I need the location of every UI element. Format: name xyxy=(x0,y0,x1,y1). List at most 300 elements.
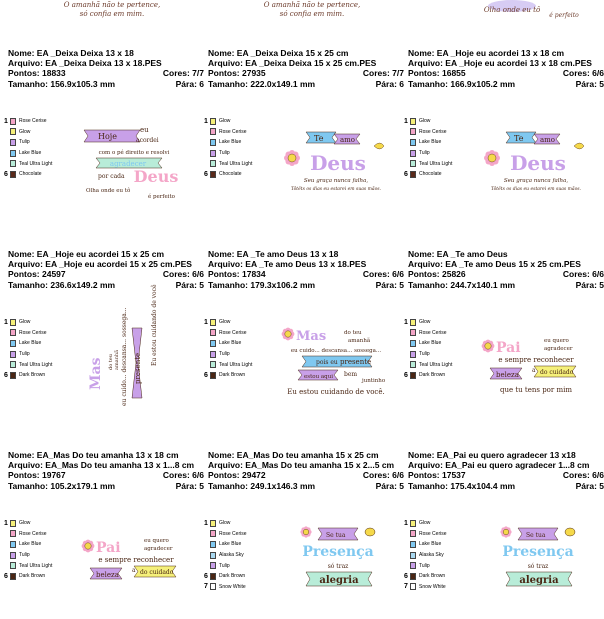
flower-icon xyxy=(484,150,500,166)
info-row xyxy=(408,249,604,259)
thread-row xyxy=(4,317,76,328)
design-text: só traz xyxy=(327,563,349,570)
thread-name: Tulip xyxy=(219,562,230,569)
info-cores: Cores: 7/7 xyxy=(162,68,204,79)
thread-name: Lake Blue xyxy=(19,340,42,347)
info-nome: Nome: EA _Deixa Deixa 15 x 25 cm xyxy=(208,48,349,58)
info-nome: Nome: EA _Hoje eu acordei 13 x 18 cm xyxy=(408,48,565,58)
thread-row xyxy=(404,518,476,529)
info-para: Pára: 5 xyxy=(175,480,204,491)
color-swatch xyxy=(210,319,216,326)
thread-row xyxy=(4,518,76,529)
design-text: Presença xyxy=(302,544,374,560)
thread-row xyxy=(204,116,276,127)
design-text: agradecer xyxy=(544,346,573,352)
info-row xyxy=(408,460,604,470)
design-text: eu cuido... descansa... sossega... xyxy=(290,348,382,354)
flower-icon xyxy=(284,150,300,166)
design-text: Deus xyxy=(510,151,566,175)
thread-row xyxy=(204,158,276,169)
design-info xyxy=(8,249,204,290)
bee-icon xyxy=(365,528,375,536)
info-cores: Cores: 7/7 xyxy=(362,68,404,79)
color-swatch xyxy=(10,552,16,559)
thread-row xyxy=(204,349,276,360)
thread-row xyxy=(204,539,276,550)
thread-number: 6 xyxy=(204,572,208,580)
thread-number: 6 xyxy=(404,371,408,379)
thread-row xyxy=(4,158,76,169)
color-swatch xyxy=(210,139,216,146)
thread-row xyxy=(404,328,476,339)
thread-name: Lake Blue xyxy=(419,139,442,146)
thread-row xyxy=(404,582,476,593)
thread-palette xyxy=(204,317,276,381)
design-text: do teu xyxy=(344,330,362,336)
thread-number: 6 xyxy=(4,371,8,379)
design-info xyxy=(8,450,204,491)
color-swatch xyxy=(210,552,216,559)
top-caption-3 xyxy=(402,0,598,24)
thread-name: Teal Ultra Light xyxy=(19,562,53,569)
design-preview xyxy=(278,108,394,216)
color-swatch xyxy=(210,372,216,379)
thread-name: Tulip xyxy=(419,351,430,358)
thread-palette xyxy=(4,116,76,180)
design-text: Seu graça nunca falha, xyxy=(503,178,569,184)
thread-name: Glow xyxy=(419,520,431,527)
info-row xyxy=(408,450,604,460)
design-text: alegria xyxy=(519,575,559,586)
color-swatch xyxy=(10,160,16,167)
caption-line: só confia em mim. xyxy=(79,10,145,18)
thread-number: 1 xyxy=(204,318,208,326)
info-tamanho: Tamanho: 249.1x146.3 mm xyxy=(208,480,316,491)
design-text: Mas xyxy=(88,357,104,390)
color-swatch xyxy=(10,171,16,178)
caption-line: é perfeito xyxy=(549,12,579,19)
info-row xyxy=(208,470,404,480)
info-pontos: Pontos: 29472 xyxy=(208,470,266,481)
info-tamanho: Tamanho: 222.0x149.1 mm xyxy=(208,78,316,89)
thread-palette xyxy=(4,518,76,582)
design-text: Eu estou cuidando de você. xyxy=(287,388,385,396)
design-text: do cuidado xyxy=(540,369,574,376)
thread-row xyxy=(404,539,476,550)
thread-name: Glow xyxy=(219,520,231,527)
design-preview xyxy=(478,306,594,414)
info-row xyxy=(408,481,604,491)
color-swatch xyxy=(410,520,416,527)
caption-line: só confia em mim. xyxy=(279,10,345,18)
design-text: amanhã xyxy=(114,349,120,370)
info-nome: Nome: EA_Pai eu quero agradecer 13 x18 xyxy=(408,450,576,460)
thread-name: Tulip xyxy=(219,351,230,358)
design-info xyxy=(408,450,604,491)
embroidery-design[interactable] xyxy=(478,306,594,414)
info-row xyxy=(8,470,204,480)
info-arquivo: Arquivo: EA_Mas Do teu amanha 15 x 2...5 cm xyxy=(208,460,395,471)
flower-icon xyxy=(300,526,311,537)
info-para: Pára: 5 xyxy=(575,480,604,491)
info-nome: Nome: EA _Te amo Deus xyxy=(408,249,508,259)
thread-number: 6 xyxy=(4,572,8,580)
thread-row xyxy=(204,137,276,148)
info-row xyxy=(408,48,604,58)
thread-name: Teal Ultra Light xyxy=(419,361,453,368)
info-nome: Nome: EA_Mas Do teu amanha 15 x 25 cm xyxy=(208,450,379,460)
thread-row xyxy=(404,370,476,381)
thread-row xyxy=(204,518,276,529)
thread-row xyxy=(204,169,276,180)
design-text: agradecer xyxy=(109,160,147,168)
design-text: do teu xyxy=(108,354,114,370)
thread-number: 1 xyxy=(4,117,8,125)
color-swatch xyxy=(210,541,216,548)
color-swatch xyxy=(410,118,416,125)
color-swatch xyxy=(10,340,16,347)
thread-name: Chocolate xyxy=(19,171,42,178)
color-swatch xyxy=(10,361,16,368)
color-swatch xyxy=(410,583,416,590)
thread-row xyxy=(4,529,76,540)
thread-name: Lake Blue xyxy=(419,340,442,347)
butterfly-icon xyxy=(374,143,384,149)
flower-icon xyxy=(482,340,495,353)
embroidery-design[interactable] xyxy=(78,108,194,216)
design-text: bem xyxy=(344,371,358,378)
color-swatch xyxy=(210,562,216,569)
design-text: Deus xyxy=(310,151,366,175)
thread-row xyxy=(4,560,76,571)
thread-row xyxy=(4,550,76,561)
color-swatch xyxy=(410,530,416,537)
design-text: e sempre reconhecer xyxy=(498,356,574,364)
thread-number: 7 xyxy=(204,583,208,591)
design-text: acordei xyxy=(136,137,159,144)
design-preview xyxy=(278,306,394,414)
info-row xyxy=(8,68,204,78)
design-text: Tôtêts os dias eu estarei em suas mãos. xyxy=(290,187,382,192)
design-text: presente xyxy=(134,352,142,384)
design-text: eu xyxy=(140,126,149,134)
thread-name: Tulip xyxy=(219,150,230,157)
thread-palette xyxy=(404,116,476,180)
design-text: só traz xyxy=(527,563,549,570)
info-row xyxy=(208,58,404,68)
color-swatch xyxy=(10,530,16,537)
thread-row xyxy=(4,116,76,127)
thread-row xyxy=(204,550,276,561)
info-row xyxy=(8,259,204,269)
color-swatch xyxy=(210,361,216,368)
design-text: Presença xyxy=(502,544,574,560)
top-caption-2 xyxy=(202,0,398,24)
color-swatch xyxy=(410,562,416,569)
thread-number: 1 xyxy=(204,117,208,125)
thread-number: 7 xyxy=(404,583,408,591)
info-para: Pára: 5 xyxy=(575,78,604,89)
info-tamanho: Tamanho: 244.7x140.1 mm xyxy=(408,279,516,290)
thread-row xyxy=(404,529,476,540)
thread-name: Teal Ultra Light xyxy=(219,361,253,368)
thread-name: Dark Brown xyxy=(219,573,246,580)
thread-row xyxy=(404,338,476,349)
info-row xyxy=(408,259,604,269)
thread-name: Lake Blue xyxy=(219,139,242,146)
thread-name: Lake Blue xyxy=(19,150,42,157)
design-preview xyxy=(78,284,194,414)
thread-name: Tulip xyxy=(419,150,430,157)
thread-name: Glow xyxy=(419,319,431,326)
info-para: Pára: 6 xyxy=(375,78,404,89)
color-swatch xyxy=(410,160,416,167)
thread-name: Glow xyxy=(219,319,231,326)
design-info xyxy=(8,48,204,89)
design-text: por cada xyxy=(98,173,125,180)
info-tamanho: Tamanho: 156.9x105.3 mm xyxy=(8,78,116,89)
thread-number: 6 xyxy=(404,572,408,580)
thread-row xyxy=(4,137,76,148)
thread-row xyxy=(404,359,476,370)
color-swatch xyxy=(210,530,216,537)
thread-name: Lake Blue xyxy=(219,340,242,347)
design-text: amo xyxy=(340,136,356,144)
caption-line: Olha onde eu tô xyxy=(483,6,541,14)
design-text: estou aqui xyxy=(304,374,333,380)
thread-row xyxy=(404,550,476,561)
thread-name: Dark Brown xyxy=(219,372,246,379)
thread-number: 1 xyxy=(204,519,208,527)
info-nome: Nome: EA _Deixa Deixa 13 x 18 xyxy=(8,48,134,58)
info-para: Pára: 5 xyxy=(575,279,604,290)
info-tamanho: Tamanho: 105.2x179.1 mm xyxy=(8,480,116,491)
thread-row xyxy=(204,359,276,370)
embroidery-design[interactable] xyxy=(278,506,394,614)
thread-row xyxy=(4,328,76,339)
color-swatch xyxy=(210,128,216,135)
embroidery-design[interactable] xyxy=(478,108,594,216)
color-swatch xyxy=(10,150,16,157)
thread-name: Alaska Sky xyxy=(219,552,244,559)
info-para: Pára: 5 xyxy=(375,480,404,491)
thread-row xyxy=(404,571,476,582)
color-swatch xyxy=(10,520,16,527)
info-row xyxy=(8,249,204,259)
info-arquivo: Arquivo: EA _Deixa Deixa 13 x 18.PES xyxy=(8,58,162,69)
info-arquivo: Arquivo: EA_Mas Do teu amanha 13 x 1...8 cm xyxy=(8,460,195,471)
info-row xyxy=(8,481,204,491)
info-arquivo: Arquivo: EA_Pai eu quero agradecer 1...8 cm xyxy=(408,460,590,471)
thread-name: Tulip xyxy=(19,351,30,358)
info-row xyxy=(8,280,204,290)
info-pontos: Pontos: 25826 xyxy=(408,269,466,280)
info-pontos: Pontos: 17834 xyxy=(208,269,266,280)
design-text: a xyxy=(532,367,536,374)
design-text: alegria xyxy=(319,575,359,586)
info-row xyxy=(208,450,404,460)
design-info xyxy=(208,48,404,89)
color-swatch xyxy=(410,573,416,580)
thread-name: Dark Brown xyxy=(19,372,46,379)
color-swatch xyxy=(210,171,216,178)
thread-name: Rose Cerise xyxy=(19,118,47,125)
info-row xyxy=(208,48,404,58)
color-swatch xyxy=(10,573,16,580)
thread-number: 6 xyxy=(204,170,208,178)
color-swatch xyxy=(10,319,16,326)
info-para: Pára: 6 xyxy=(175,78,204,89)
thread-row xyxy=(4,571,76,582)
thread-name: Glow xyxy=(19,128,31,135)
info-cores: Cores: 6/6 xyxy=(562,269,604,280)
info-tamanho: Tamanho: 179.3x106.2 mm xyxy=(208,279,316,290)
info-pontos: Pontos: 24597 xyxy=(8,269,66,280)
info-pontos: Pontos: 16855 xyxy=(408,68,466,79)
design-text: eu quero xyxy=(144,538,169,544)
color-swatch xyxy=(210,150,216,157)
thread-name: Tulip xyxy=(19,552,30,559)
design-text: Tôtêts os dias eu estarei em suas mãos. xyxy=(490,187,582,192)
design-text: eu quero xyxy=(544,338,569,344)
design-info xyxy=(208,249,404,290)
design-text: Se tua xyxy=(326,532,346,539)
design-text: pois eu xyxy=(316,359,338,366)
embroidery-design[interactable] xyxy=(78,284,194,414)
color-swatch xyxy=(410,361,416,368)
thread-name: Dark Brown xyxy=(419,372,446,379)
design-preview xyxy=(478,108,594,216)
color-swatch xyxy=(210,160,216,167)
embroidery-design[interactable] xyxy=(478,506,594,614)
design-text: e sempre reconhecer xyxy=(98,556,174,564)
info-row xyxy=(408,68,604,78)
thread-name: Lake Blue xyxy=(219,541,242,548)
color-swatch xyxy=(410,150,416,157)
thread-row xyxy=(204,127,276,138)
thread-name: Rose Cerise xyxy=(219,128,247,135)
thread-palette xyxy=(404,518,476,592)
thread-row xyxy=(4,127,76,138)
design-text: Te xyxy=(514,134,524,143)
thread-row xyxy=(204,571,276,582)
butterfly-icon xyxy=(574,143,584,149)
thread-name: Tulip xyxy=(419,562,430,569)
thread-name: Chocolate xyxy=(419,171,442,178)
thread-name: Glow xyxy=(419,118,431,125)
thread-name: Glow xyxy=(219,118,231,125)
info-tamanho: Tamanho: 166.9x105.2 mm xyxy=(408,78,516,89)
thread-palette xyxy=(204,116,276,180)
info-nome: Nome: EA _Hoje eu acordei 15 x 25 cm xyxy=(8,249,165,259)
info-para: Pára: 5 xyxy=(175,279,204,290)
color-swatch xyxy=(410,171,416,178)
embroidery-design[interactable] xyxy=(278,306,394,414)
info-cores: Cores: 6/6 xyxy=(362,470,404,481)
design-text: Olha onde eu tô xyxy=(86,188,131,194)
info-row xyxy=(8,79,204,89)
info-row xyxy=(208,259,404,269)
thread-name: Tulip xyxy=(19,139,30,146)
design-text: Mas xyxy=(296,329,327,344)
info-row xyxy=(8,48,204,58)
color-swatch xyxy=(10,139,16,146)
design-text: Pai xyxy=(496,340,521,356)
thread-name: Teal Ultra Light xyxy=(219,160,253,167)
color-swatch xyxy=(410,340,416,347)
thread-row xyxy=(404,317,476,328)
color-swatch xyxy=(10,128,16,135)
color-swatch xyxy=(10,372,16,379)
design-text: Pai xyxy=(96,540,121,556)
thread-number: 1 xyxy=(404,117,408,125)
thread-row xyxy=(204,370,276,381)
color-swatch xyxy=(410,351,416,358)
info-para: Pára: 5 xyxy=(375,279,404,290)
info-row xyxy=(208,481,404,491)
thread-row xyxy=(4,338,76,349)
design-text: Te xyxy=(314,134,324,143)
design-text: amo xyxy=(540,136,556,144)
design-info xyxy=(408,48,604,89)
color-swatch xyxy=(210,351,216,358)
thread-name: Rose Cerise xyxy=(19,329,47,336)
flower-icon xyxy=(282,328,295,341)
design-text: é perfeito xyxy=(148,194,175,200)
info-arquivo: Arquivo: EA _Te amo Deus 13 x 18.PES xyxy=(208,259,367,270)
info-arquivo: Arquivo: EA _Deixa Deixa 15 x 25 cm.PES xyxy=(208,58,377,69)
design-text: a xyxy=(132,567,136,574)
top-caption-1 xyxy=(2,0,198,24)
design-text: juntinho xyxy=(362,378,386,384)
info-cores: Cores: 6/6 xyxy=(162,470,204,481)
bee-icon xyxy=(565,528,575,536)
info-row xyxy=(8,460,204,470)
color-swatch xyxy=(410,139,416,146)
thread-name: Lake Blue xyxy=(19,541,42,548)
info-pontos: Pontos: 19767 xyxy=(8,470,66,481)
info-cores: Cores: 6/6 xyxy=(562,68,604,79)
thread-row xyxy=(204,529,276,540)
embroidery-design[interactable] xyxy=(78,506,194,614)
info-pontos: Pontos: 18833 xyxy=(8,68,66,79)
design-info xyxy=(408,249,604,290)
design-info xyxy=(208,450,404,491)
info-cores: Cores: 6/6 xyxy=(362,269,404,280)
thread-row xyxy=(204,338,276,349)
thread-name: Chocolate xyxy=(219,171,242,178)
info-cores: Cores: 6/6 xyxy=(162,269,204,280)
thread-name: Glow xyxy=(19,319,31,326)
thread-name: Dark Brown xyxy=(419,573,446,580)
color-swatch xyxy=(410,128,416,135)
design-text: Hoje xyxy=(98,132,118,141)
embroidery-design[interactable] xyxy=(278,108,394,216)
thread-row xyxy=(4,148,76,159)
thread-row xyxy=(204,560,276,571)
design-preview xyxy=(78,506,194,614)
caption-line: O amanhã não te pertence, xyxy=(63,1,161,9)
design-text: presente xyxy=(340,358,372,366)
color-swatch xyxy=(10,118,16,125)
thread-number: 1 xyxy=(404,519,408,527)
thread-row xyxy=(4,359,76,370)
thread-name: Snow White xyxy=(219,583,246,590)
thread-name: Dark Brown xyxy=(19,573,46,580)
design-text: com o pé direito e resolvi xyxy=(98,150,170,156)
info-row xyxy=(208,280,404,290)
thread-row xyxy=(404,127,476,138)
